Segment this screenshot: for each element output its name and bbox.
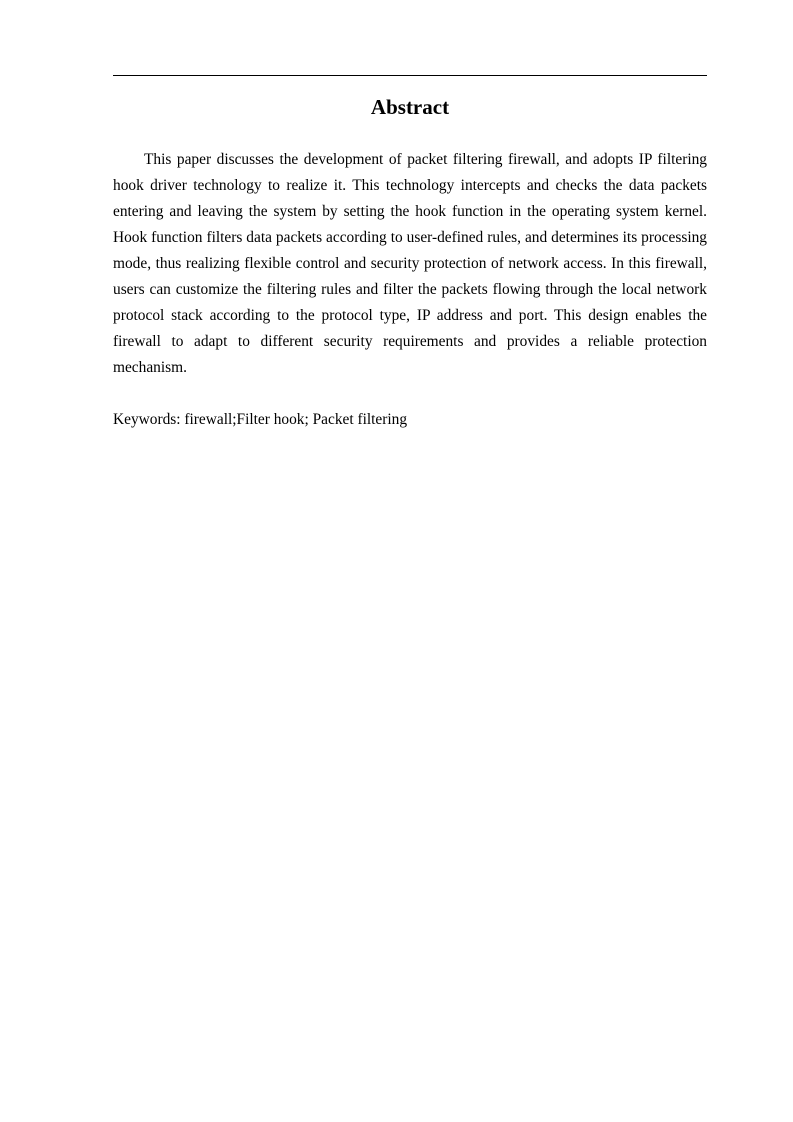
keywords-line: Keywords: firewall;Filter hook; Packet filtering [113, 411, 408, 428]
abstract-body: This paper discusses the development of packet filtering firewall, and adopts IP filtering hook driver technology to realize it. This technology intercepts and checks the data packets entering and leaving the system by setting the hook function in the operating system kernel. Hook function filters data packets according to user-defined rules, and determines its processing mode, thus realizing flexible control and security protection of network access. In this firewall, users can customize the filtering rules and filter the packets flowing through the local network protocol stack according to the protocol type, IP address and port. This design enables the firewall to adapt to different security requirements and provides a reliable protection mechanism. [113, 151, 707, 376]
header-rule [113, 75, 707, 76]
abstract-title: Abstract [370, 95, 450, 119]
